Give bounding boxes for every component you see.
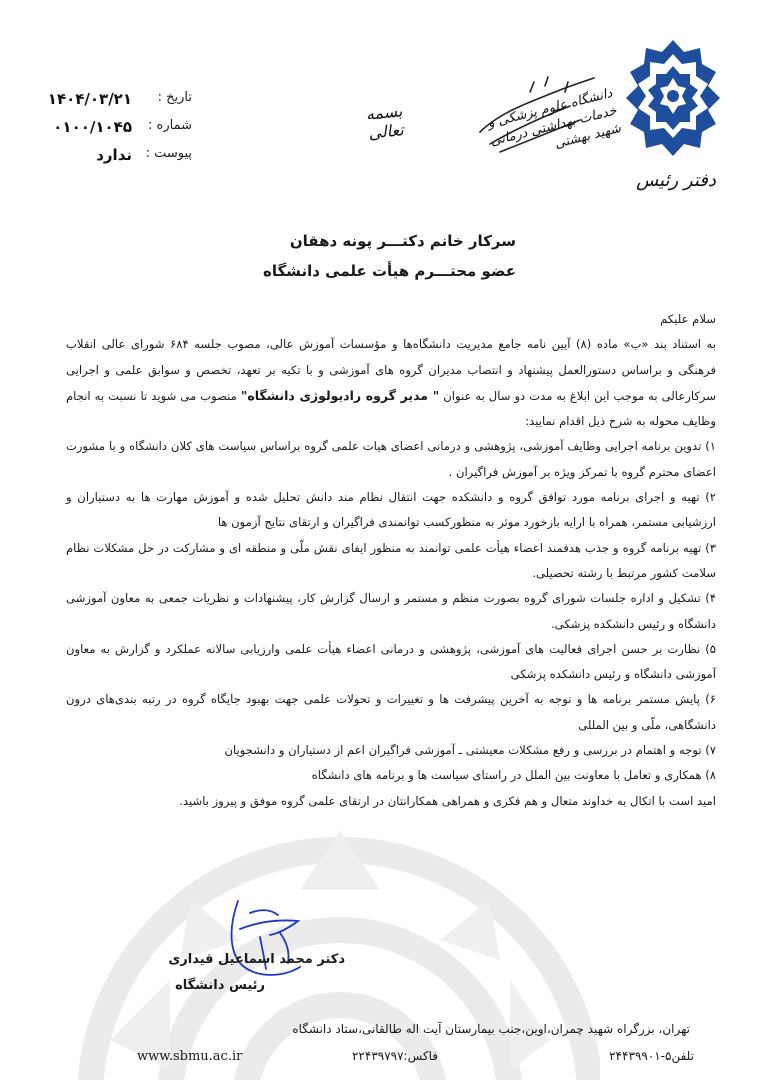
closing-sentence: امید است با اتکال به خداوند متعال و هم فکری و همراهی همکارانتان در ارتقای علمی گروه موفق و پیروز باشید. <box>179 793 716 808</box>
greeting: سلام علیکم <box>660 312 716 326</box>
bismillah-heading: بسمه تعالی <box>364 101 405 143</box>
duty-item: ۸) همکاری و تعامل با معاونت بین الملل در راستای سیاست ها و برنامه های دانشگاه <box>311 768 716 783</box>
duty-item: ۲) تهیه و اجرای برنامه مورد توافق گروه و دانشکده جهت انتقال نظام مند دانش تحلیل شده و آموزش مهارت ها به دستیاران و ارزشیابی مستمر، همراه با ارایه بازخورد موثر به منظورکسب توانمندی فراگیران و ارتقای نتایج آزمون ها <box>66 490 716 530</box>
duty-item: ۵) نظارت بر حسن اجرای فعالیت های آموزشی، پژوهشی و درمانی اعضاء هیأت علمی وارزیابی سالانه عملکرد و گزارش به معاون آموزشی دانشگاه و رئیس دانشکده پزشکی <box>66 641 716 682</box>
duty-item: ۶) پایش مستمر برنامه ها و توجه به آخرین پیشرفت ها و تغییرات و تحولات علمی جهت بهبود جایگاه گروه در رتبه بندی‌های درون دانشگاهی، ملّی و بین المللی <box>66 692 716 732</box>
office-caption: دفتر رئیس <box>636 170 716 191</box>
duty-item: ۴) تشکیل و اداره جلسات شورای گروه بصورت منظم و مستمر و ارسال گزارش کار، پیشنهادات و نظریات جمعی به معاون آموزشی دانشگاه و رئیس دانشکده پزشکی. <box>66 591 716 631</box>
addressee-name: سرکار خانم دکتـــر پونه دهقان <box>289 232 516 250</box>
duty-item: ۱) تدوین برنامه اجرایی وظایف آموزشی، پژوهشی و درمانی اعضای هیات علمی گروه براساس سیاست های کلان دانشگاه و با مشورت اعضای محترم گروه با تمرکز ویژه بر آموزش فراگیران . <box>66 439 716 479</box>
footer-fax: فاکس:۲۲۴۳۹۷۹۷ <box>351 1049 438 1063</box>
footer-website: www.sbmu.ac.ir <box>137 1049 243 1064</box>
signer-title: رئیس دانشگاه <box>175 978 265 993</box>
addressee-role: عضو محتـــرم هیأت علمی دانشگاه <box>262 262 516 280</box>
university-name: دانشگاه علوم پزشکی و خدمات بهداشتی درمانی شهید بهشتی <box>486 85 623 152</box>
letter-body <box>66 307 716 814</box>
university-emblem-icon <box>612 38 734 163</box>
intro-paragraph <box>66 332 716 434</box>
footer-phone: تلفن۵-۲۴۴۳۹۹۰۱ <box>609 1049 694 1063</box>
intro-text: به استناد بند «ب» ماده (۸) آیین نامه جامع مدیریت دانشگاه‌ها و مؤسسات آموزش عالی، مصوب جلسه ۶۸۴ شورای عالی انقلاب فرهنگی و براساس دستورالعمل پیشنهاد و انتصاب مدیران گروه های آموزشی و با تکیه بر تعهد، تخصص و سوابق علمی و اجرایی سرکارعالی به موجب این ابلاغ به مدت دو سال به عنوان <box>66 337 717 403</box>
attachment-value: ندارد <box>96 146 132 164</box>
position-title: " مدیر گروه رادیولوژی دانشگاه" <box>240 387 440 403</box>
footer-address: تهران، بزرگراه شهید چمران،اوین،جنب بیمارستان آیت اله طالقانی،ستاد دانشگاه <box>292 1022 690 1036</box>
date-label: تاریخ : <box>157 90 192 105</box>
intro-text-end: منصوب می شوید تا نسبت به انجام وظایف محوله به شرح ذیل اقدام نمایید: <box>66 388 716 429</box>
date-value: ۱۴۰۴/۰۳/۲۱ <box>47 90 132 108</box>
duty-item: ۳) تهیه برنامه گروه و جذب هدفمند اعضاء هیأت علمی توانمند به منظور ایفای نقش ملّی و منطقه ای و مشارکت در حل مشکلات نظام سلامت کشور مرتبط با رشته تحصیلی. <box>66 540 716 580</box>
number-label: شماره : <box>148 118 192 133</box>
duty-item: ۷) توجه و اهتمام در بررسی و رفع مشکلات معیشتی ـ آموزشی فراگیران اعم از دستیاران و دانشجویان <box>224 743 716 758</box>
signer-name: دکتر محمد اسماعیل قیداری <box>168 952 345 967</box>
number-value: ۰۱۰۰/۱۰۴۵ <box>53 118 132 136</box>
attachment-label: پیوست : <box>145 146 192 161</box>
